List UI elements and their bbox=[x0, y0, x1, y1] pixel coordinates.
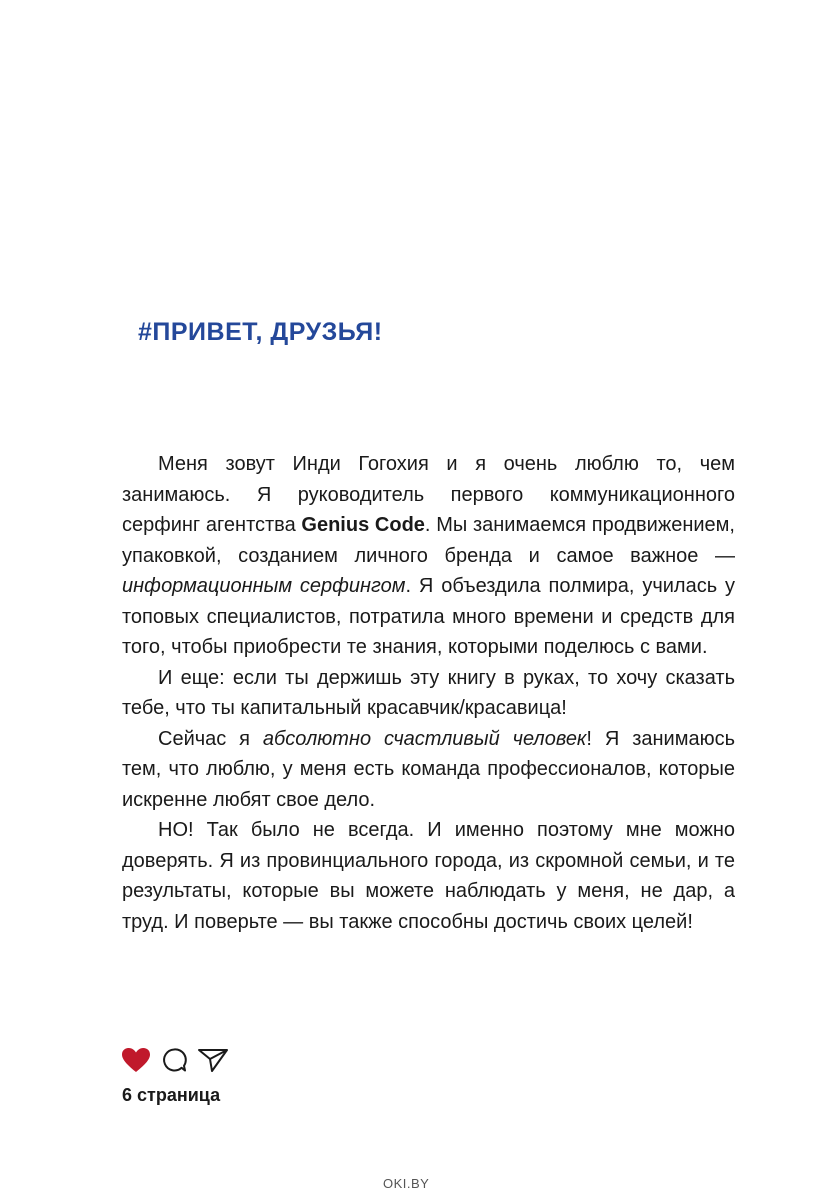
emphasis: информационным серфингом bbox=[122, 575, 406, 597]
send-icon bbox=[197, 1047, 229, 1073]
watermark: OKI.BY bbox=[383, 1176, 430, 1191]
paragraph bbox=[122, 449, 735, 663]
text-run: Сейчас я bbox=[158, 727, 263, 750]
social-icons bbox=[121, 1047, 229, 1073]
heart-icon bbox=[121, 1047, 151, 1073]
text-run: . Мы занимаемся продвижением, упаковкой, созданием личного бренда и самое важное — bbox=[122, 514, 735, 567]
brand-name: Genius Code bbox=[301, 514, 425, 536]
text-run: . Я объездила полмира, училась у топовых специалистов, потратила много времени и средств для того, чтобы приобрести те знания, которыми поделюсь с вами. bbox=[122, 575, 735, 658]
page-number: 6 страница bbox=[122, 1085, 221, 1105]
paragraph bbox=[122, 815, 735, 937]
body-text bbox=[122, 449, 735, 937]
text-run: ! Я занимаюсь тем, что люблю, у меня есть команда профессионалов, которые искренне любят свое дело. bbox=[122, 727, 735, 811]
text-run: И еще: если ты держишь эту книгу в руках, то хочу сказать тебе, что ты капитальный красавчик/красавица! bbox=[122, 666, 735, 719]
paragraph bbox=[122, 724, 735, 816]
paragraph bbox=[122, 663, 735, 724]
text-run: НО! Так было не всегда. И именно поэтому мне можно доверять. Я из провинциального города, из скромной семьи, и те результаты, которые вы можете наблюдать у меня, не дар, а труд. И поверьте — вы также способны достичь своих целей! bbox=[122, 819, 735, 933]
text-run: Меня зовут Инди Гогохия и я очень люблю то, чем занимаюсь. Я руководитель первого коммуникационного серфинг агентства bbox=[122, 453, 735, 536]
emphasis: абсолютно счастливый человек bbox=[262, 727, 587, 750]
comment-icon bbox=[161, 1047, 187, 1073]
page-heading: #ПРИВЕТ, ДРУЗЬЯ! bbox=[138, 318, 383, 346]
